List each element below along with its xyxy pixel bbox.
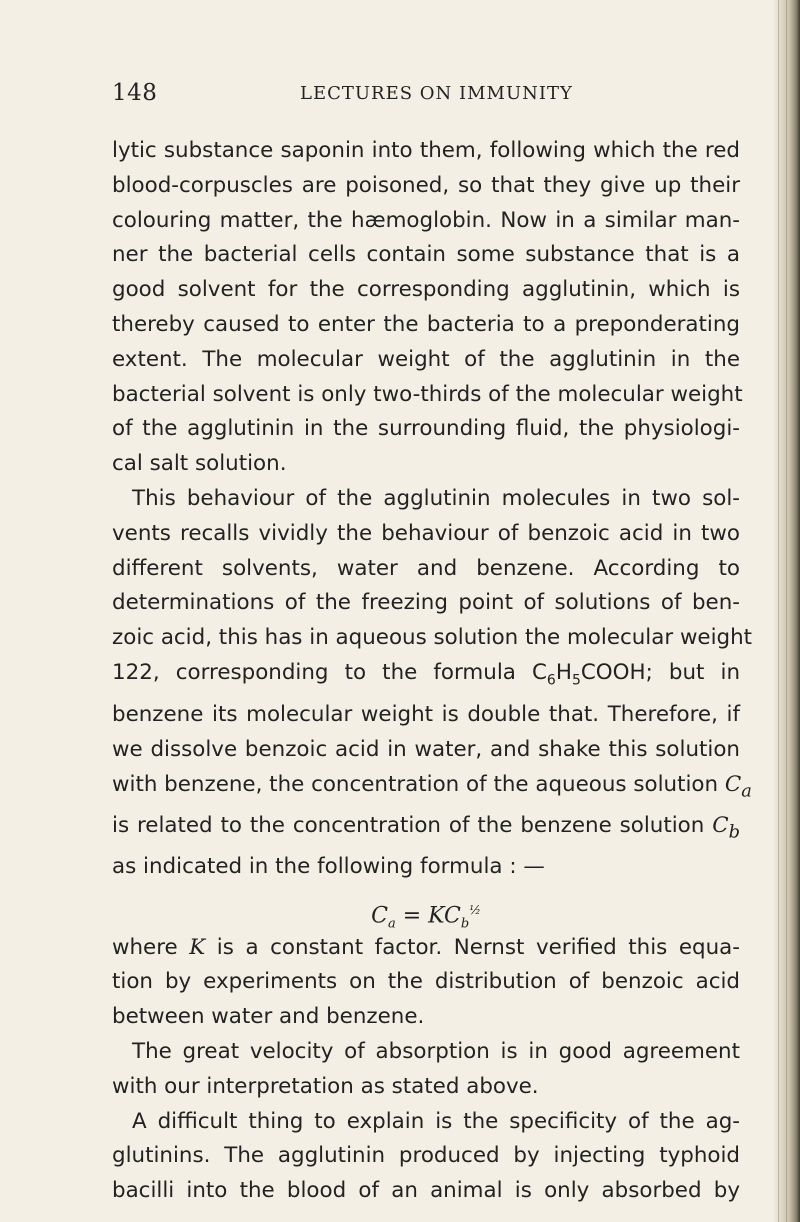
text-line: different solvents, water and benzene. According to (112, 555, 740, 581)
formula-c: C (531, 659, 547, 685)
text-line: bacterial solvent is only two-thirds of the molecular weight (112, 381, 743, 407)
text-fragment: is a constant factor. Nernst verified this equa- (205, 934, 740, 960)
formula-cooh: COOH (580, 659, 646, 685)
text-line: colouring matter, the hæmoglobin. Now in a similar man- (112, 207, 740, 233)
text-fragment: ; but in (645, 659, 740, 685)
text-line: lytic substance saponin into them, following which the red (112, 138, 740, 163)
text-line: with our interpretation as stated above. (112, 1073, 539, 1099)
text-line: extent. The molecular weight of the agglutinin in the (112, 346, 740, 372)
paragraph-2 (112, 482, 753, 885)
text-line: tion by experiments on the distribution of benzoic acid (112, 969, 740, 995)
text-line: zoic acid, this has in aqueous solution the molecular weight (112, 625, 753, 651)
page-edge-line (786, 0, 787, 1222)
text-line-with-symbol (112, 931, 740, 966)
chemical-formula (531, 659, 646, 689)
formula-subscript: 6 (546, 672, 556, 689)
equation-k: K (428, 902, 445, 928)
text-line-with-symbol (112, 809, 740, 850)
text-line: benzene its molecular weight is double that. Therefore, if (112, 702, 740, 728)
running-title: LECTURES ON IMMUNITY (300, 83, 573, 104)
text-line: blood-corpuscles are poisoned, so that they give up their (112, 172, 740, 198)
text-fragment: is related to the concentration of the benzene solution (112, 812, 713, 838)
text-line: we dissolve benzoic acid in water, and shake this solution (112, 736, 740, 762)
text-line: bacilli into the blood of an animal is only absorbed by (112, 1178, 740, 1204)
body-text (112, 134, 753, 1209)
text-line: vents recalls vividly the behaviour of benzoic acid in two (112, 520, 740, 546)
page-edge-line (778, 0, 779, 1222)
equation-subscript: b (460, 916, 470, 932)
equation-c: C (444, 902, 461, 928)
text-line: A difficult thing to explain is the specificity of the ag- (132, 1108, 740, 1134)
equation-subscript: a (387, 916, 396, 932)
text-line: This behaviour of the agglutinin molecules in two sol- (132, 485, 740, 511)
equation-equals: = (395, 902, 429, 928)
text-fragment: where (112, 934, 190, 960)
text-line-with-symbol (112, 768, 752, 809)
text-line: determinations of the freezing point of solutions of ben- (112, 590, 740, 616)
text-line: between water and benzene. (112, 1004, 425, 1030)
text-line: as indicated in the following formula : — (112, 853, 545, 879)
paragraph-1 (112, 134, 743, 482)
symbol-cb: $C_b$ (712, 812, 740, 842)
page-number: 148 (112, 80, 158, 106)
text-line: cal salt solution. (112, 451, 287, 477)
text-fragment: 122, corresponding to the formula (112, 659, 532, 685)
equation-exponent: ½ (469, 902, 481, 917)
text-line: thereby caused to enter the bacteria to a preponderating (112, 311, 740, 337)
paragraph-5 (112, 1105, 740, 1209)
text-line: of the agglutinin in the surrounding fluid, the physiologi- (112, 416, 740, 442)
text-fragment: with benzene, the concentration of the aqueous solution (112, 771, 725, 797)
symbol-k: K (189, 934, 206, 960)
equation-c: C (371, 902, 388, 928)
formula-h: H (555, 659, 572, 685)
text-line: The great velocity of absorption is in good agreement (132, 1038, 740, 1064)
formula-subscript: 5 (571, 672, 581, 689)
text-line: good solvent for the corresponding agglutinin, which is (112, 277, 740, 303)
equation (112, 889, 740, 931)
paragraph-4 (112, 1035, 740, 1105)
text-line: glutinins. The agglutinin produced by injecting typhoid (112, 1143, 740, 1169)
paragraph-3 (112, 931, 740, 1035)
text-line-with-formula (112, 656, 740, 698)
text-line: ner the bacterial cells contain some substance that is a (112, 242, 740, 268)
symbol-ca: $C_a$ (724, 771, 752, 801)
